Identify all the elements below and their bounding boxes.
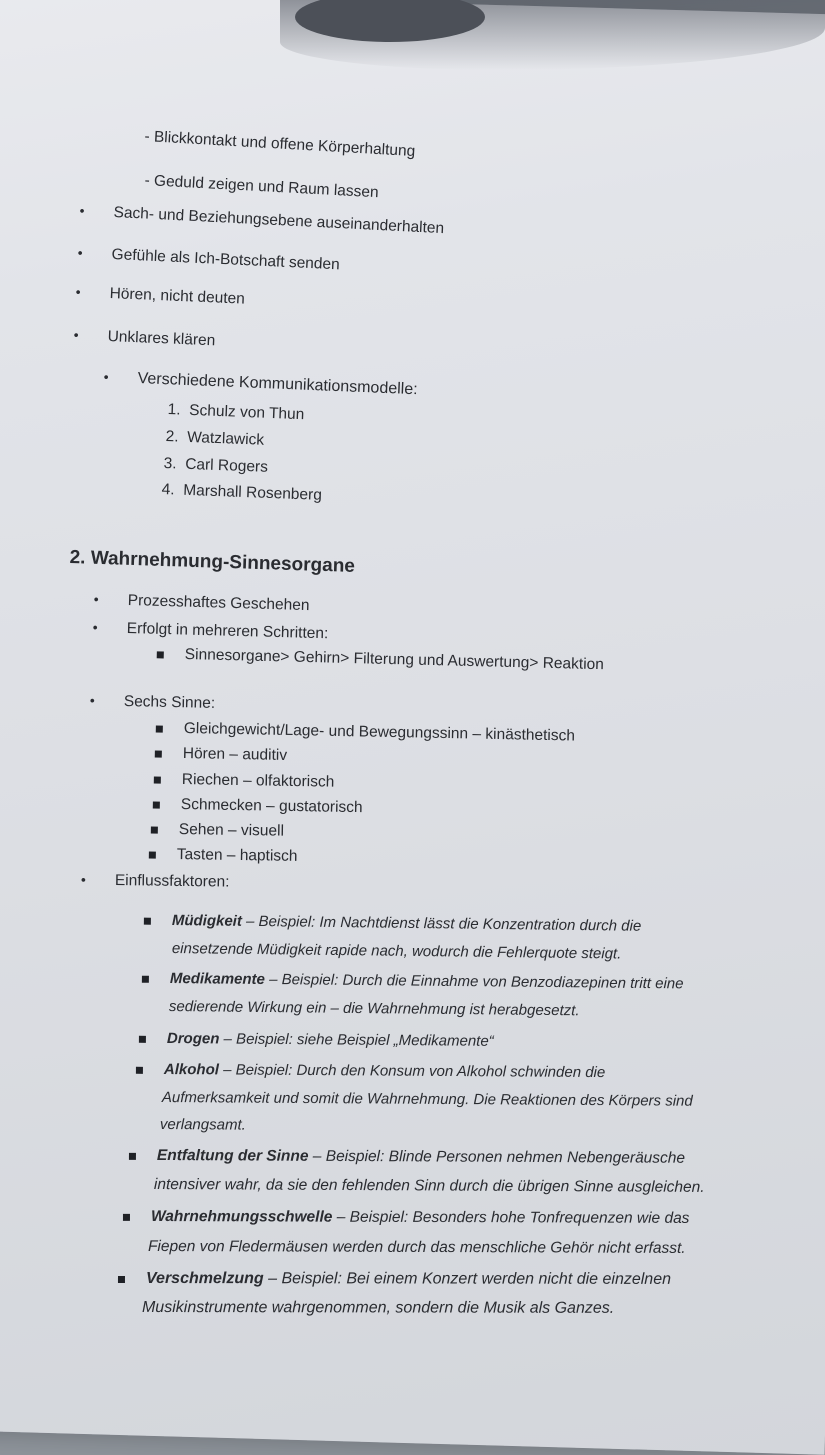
sense-item: Sehen – visuell [178,821,285,840]
factor-item: Müdigkeit – Beispiel: Im Nachtdienst lässt die Konzentration durch die [171,912,642,935]
tip-item: • Gefühle als Ich-Botschaft senden [111,246,340,274]
factor-line: einsetzende Müdigkeit rapide nach, wodurch die Fehlerquote steigt. [171,940,622,963]
sense-item: Riechen – olfaktorisch [181,771,335,791]
factor-line: Aufmerksamkeit und somit die Wahrnehmung. Die Reaktionen des Körpers sind [161,1089,693,1110]
model-item: 1. Schulz von Thun [167,401,305,424]
factors-heading: • Einflussfaktoren: [115,872,230,892]
factor-line: sedierende Wirkung ein – die Wahrnehmung ist herabgesetzt. [168,998,580,1020]
senses-heading: • Sechs Sinne: [124,693,216,713]
factor-item: Alkohol – Beispiel: Durch den Konsum von Alkohol schwinden die [163,1061,606,1082]
factor-line: intensiver wahr, da sie den fehlenden Sinn durch die übrigen Sinne ausgleichen. [153,1176,705,1196]
factor-line: Fiepen von Fledermäusen werden durch das menschliche Gehör nicht erfasst. [147,1238,686,1257]
tip-dash-1: - Blickkontakt und offene Körperhaltung [144,128,416,161]
tip-item: • Sach- und Beziehungsebene auseinanderhalten [113,204,444,238]
section-bullet: • Erfolgt in mehreren Schritten: [127,620,329,643]
section-bullet: • Prozesshaftes Geschehen [127,592,309,615]
section-title: 2. Wahrnehmung-Sinnesorgane [69,547,356,577]
factor-line: verlangsamt. [159,1116,246,1134]
models-heading: • Verschiedene Kommunikationsmodelle: [137,370,418,399]
sense-item: Hören – auditiv [182,745,288,764]
tip-item: • Hören, nicht deuten [109,285,245,309]
model-item: 2. Watzlawick [165,428,265,449]
factor-item: Drogen – Beispiel: siehe Beispiel „Medikamente“ [166,1030,494,1050]
factor-line: Musikinstrumente wahrgenommen, sondern die Musik als Ganzes. [141,1299,615,1317]
factor-item: Wahrnehmungsschwelle – Beispiel: Besonders hohe Tonfrequenzen wie das [150,1208,690,1227]
factor-item: Verschmelzung – Beispiel: Bei einem Konzert werden nicht die einzelnen [145,1270,672,1288]
sense-item: Gleichgewicht/Lage- und Bewegungssinn – kinästhetisch [183,720,576,745]
sense-item: Schmecken – gustatorisch [180,796,363,817]
sense-item: Tasten – haptisch [176,846,298,865]
factor-item: Entfaltung der Sinne – Beispiel: Blinde Personen nehmen Nebengeräusche [156,1147,686,1167]
process-steps: Sinnesorgane> Gehirn> Filterung und Auswertung> Reaktion [184,646,605,674]
tip-dash-2: - Geduld zeigen und Raum lassen [144,172,380,202]
tip-item: • Unklares klären [107,328,215,350]
model-item: 4. Marshall Rosenberg [161,481,323,504]
factor-item: Medikamente – Beispiel: Durch die Einnahme von Benzodiazepinen tritt eine [169,970,684,993]
model-item: 3. Carl Rogers [163,455,269,476]
